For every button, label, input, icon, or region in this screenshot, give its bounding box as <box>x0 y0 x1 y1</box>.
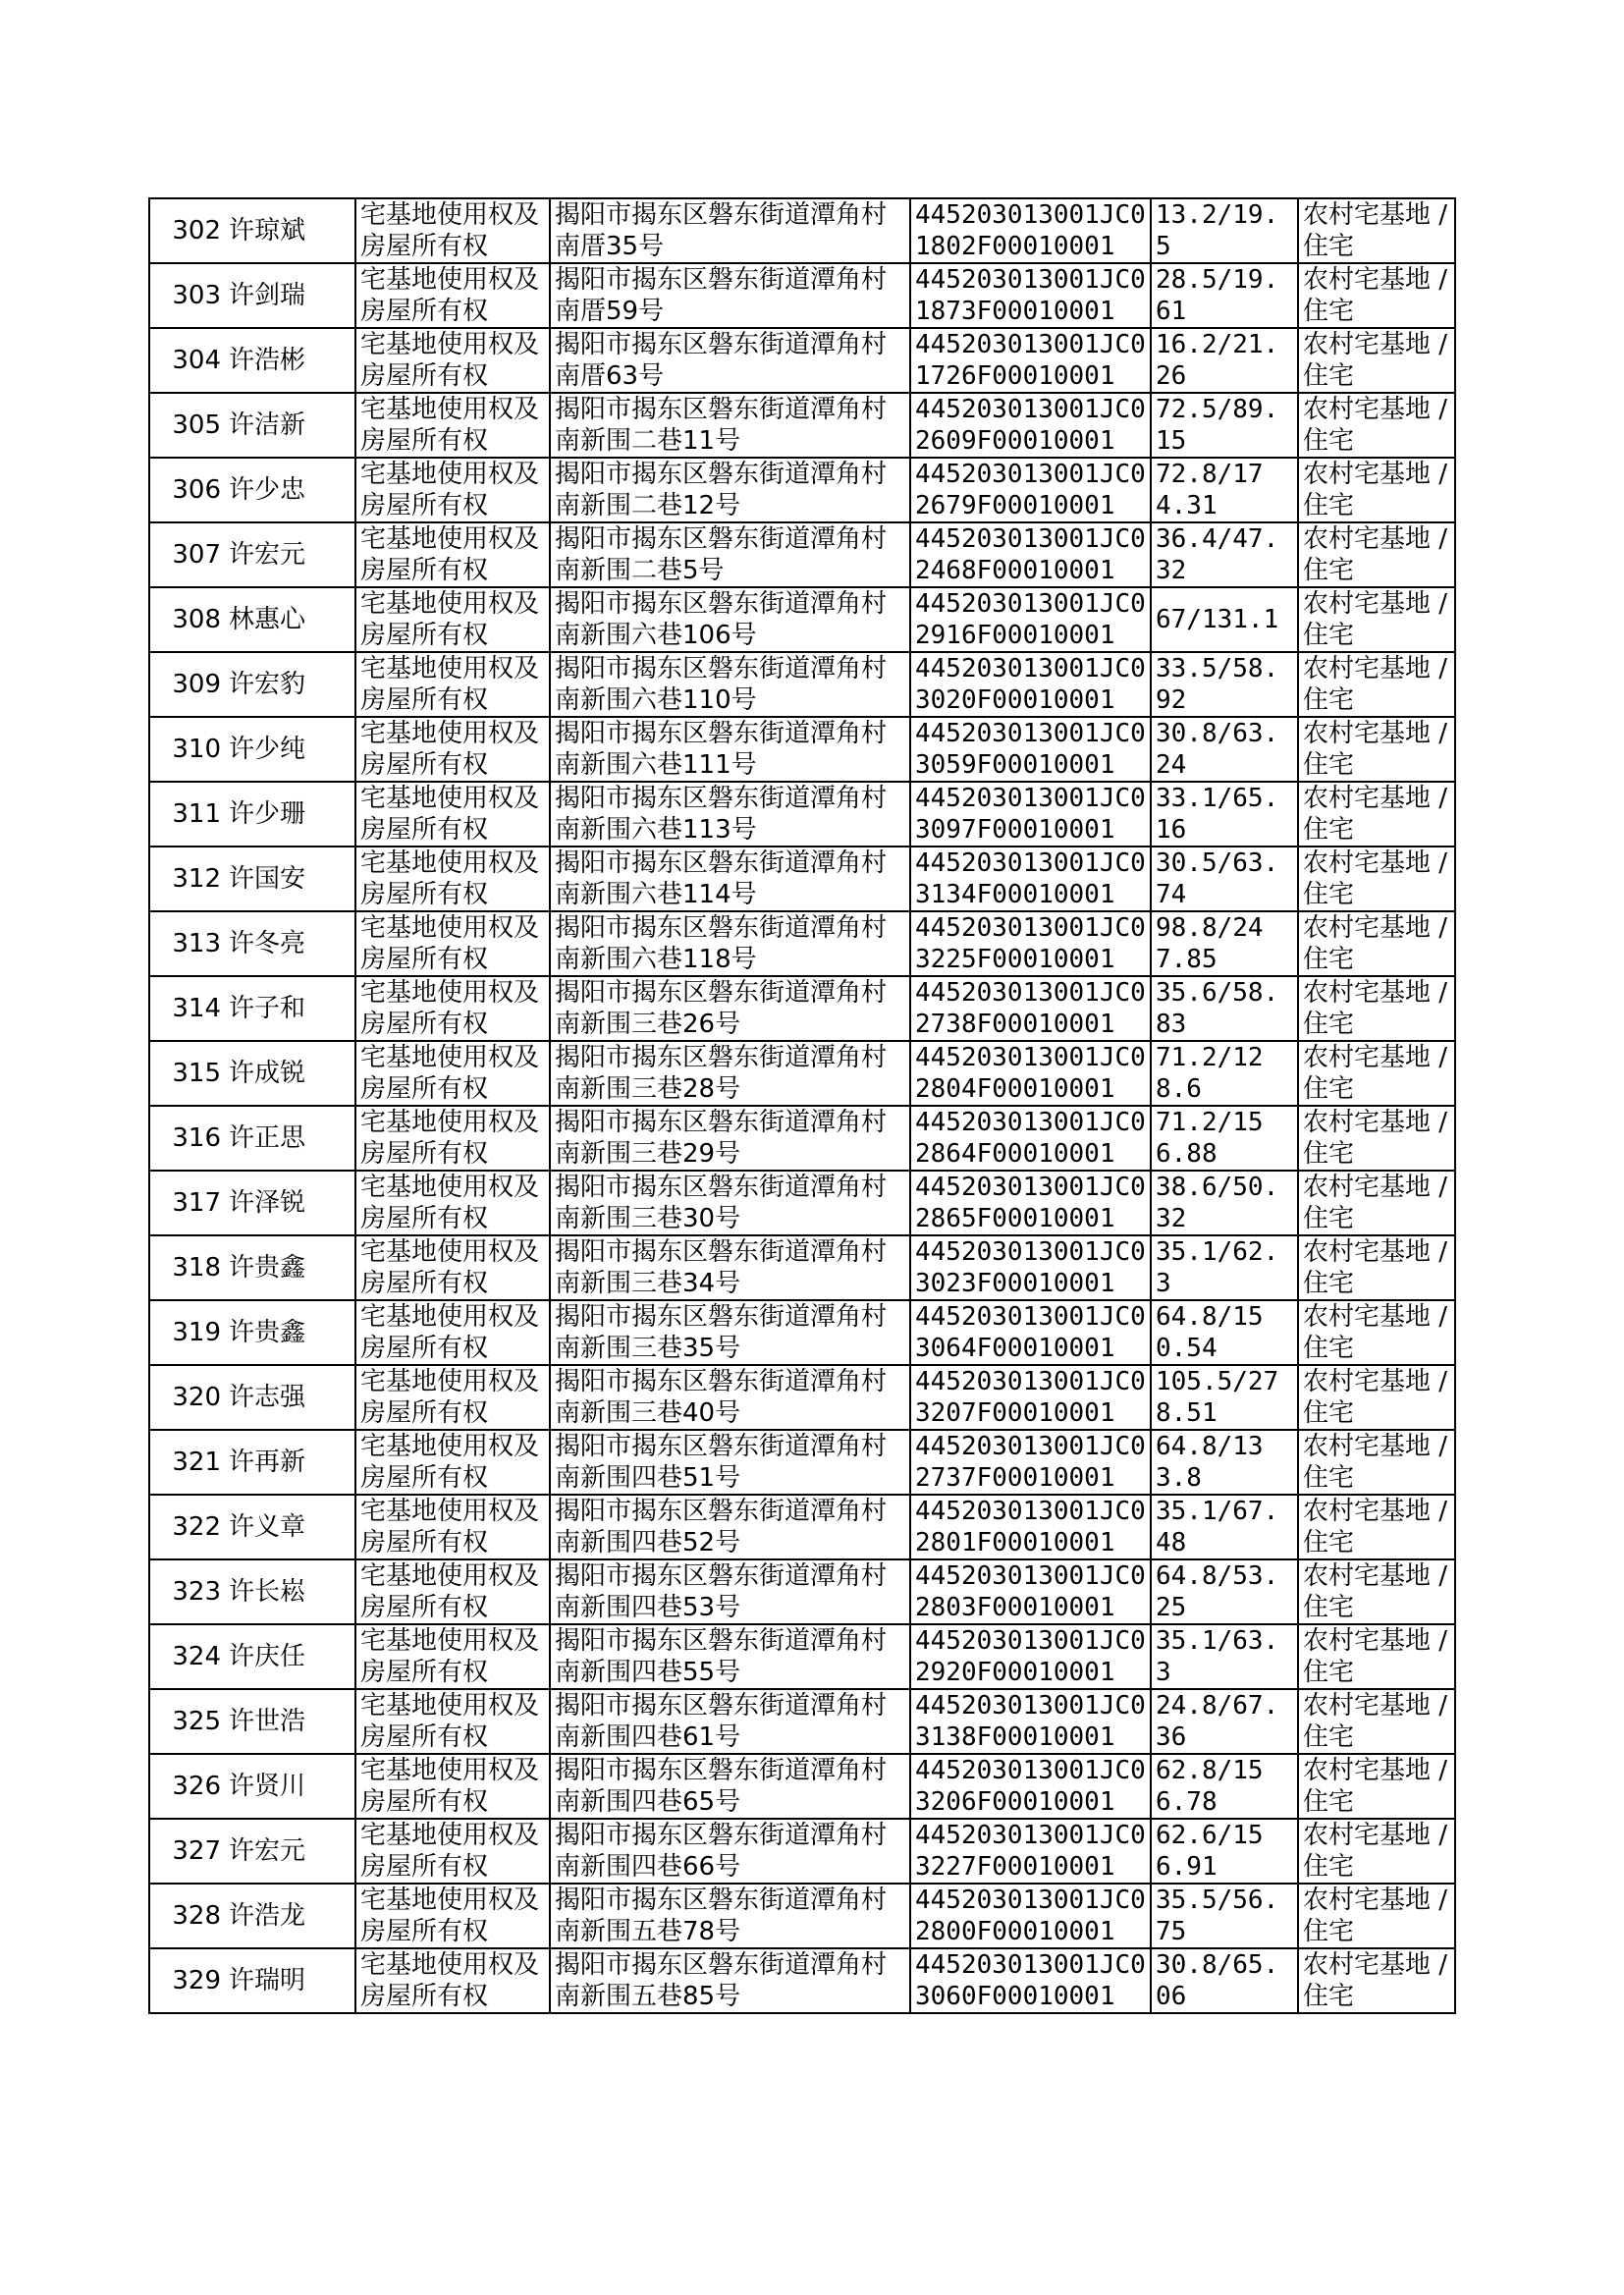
right-type-cell: 宅基地使用权及房屋所有权 <box>355 1365 550 1430</box>
owner-name-cell: 许浩龙 <box>225 1884 355 1948</box>
location-cell: 揭阳市揭东区磐东街道潭角村南新围六巷111号 <box>550 717 910 782</box>
location-cell: 揭阳市揭东区磐东街道潭角村南新围四巷53号 <box>550 1559 910 1624</box>
table-row <box>149 458 1455 522</box>
usage-cell: 农村宅基地 / 住宅 <box>1298 328 1455 393</box>
row-number-cell: 306 <box>149 458 225 522</box>
table-row <box>149 782 1455 847</box>
unit-code-cell: 445203013001JC03207F00010001 <box>910 1365 1151 1430</box>
owner-name-cell: 许剑瑞 <box>225 263 355 328</box>
row-number-cell: 327 <box>149 1819 225 1884</box>
table-row <box>149 1624 1455 1689</box>
right-type-cell: 宅基地使用权及房屋所有权 <box>355 652 550 717</box>
unit-code-cell: 445203013001JC03064F00010001 <box>910 1300 1151 1365</box>
right-type-cell: 宅基地使用权及房屋所有权 <box>355 1430 550 1495</box>
area-cell: 72.8/174.31 <box>1151 458 1298 522</box>
usage-cell: 农村宅基地 / 住宅 <box>1298 652 1455 717</box>
table-row <box>149 717 1455 782</box>
owner-name-cell: 许洁新 <box>225 393 355 458</box>
unit-code-cell: 445203013001JC03225F00010001 <box>910 911 1151 976</box>
table-row <box>149 198 1455 263</box>
usage-cell: 农村宅基地 / 住宅 <box>1298 1041 1455 1106</box>
usage-cell: 农村宅基地 / 住宅 <box>1298 717 1455 782</box>
owner-name-cell: 许贵鑫 <box>225 1235 355 1300</box>
table-row <box>149 328 1455 393</box>
owner-name-cell: 许世浩 <box>225 1689 355 1754</box>
usage-cell: 农村宅基地 / 住宅 <box>1298 1819 1455 1884</box>
table-row <box>149 1495 1455 1559</box>
row-number-cell: 326 <box>149 1754 225 1819</box>
area-cell: 30.8/63.24 <box>1151 717 1298 782</box>
location-cell: 揭阳市揭东区磐东街道潭角村南新围四巷52号 <box>550 1495 910 1559</box>
unit-code-cell: 445203013001JC02865F00010001 <box>910 1171 1151 1235</box>
unit-code-cell: 445203013001JC03206F00010001 <box>910 1754 1151 1819</box>
area-cell: 36.4/47.32 <box>1151 522 1298 587</box>
unit-code-cell: 445203013001JC03134F00010001 <box>910 847 1151 911</box>
unit-code-cell: 445203013001JC02679F00010001 <box>910 458 1151 522</box>
table-row <box>149 1430 1455 1495</box>
owner-name-cell: 许泽锐 <box>225 1171 355 1235</box>
table-row <box>149 1300 1455 1365</box>
row-number-cell: 323 <box>149 1559 225 1624</box>
usage-cell: 农村宅基地 / 住宅 <box>1298 1948 1455 2013</box>
row-number-cell: 322 <box>149 1495 225 1559</box>
location-cell: 揭阳市揭东区磐东街道潭角村南新围二巷12号 <box>550 458 910 522</box>
area-cell: 105.5/278.51 <box>1151 1365 1298 1430</box>
unit-code-cell: 445203013001JC03097F00010001 <box>910 782 1151 847</box>
right-type-cell: 宅基地使用权及房屋所有权 <box>355 1689 550 1754</box>
area-cell: 35.5/56.75 <box>1151 1884 1298 1948</box>
usage-cell: 农村宅基地 / 住宅 <box>1298 1365 1455 1430</box>
unit-code-cell: 445203013001JC03059F00010001 <box>910 717 1151 782</box>
unit-code-cell: 445203013001JC03060F00010001 <box>910 1948 1151 2013</box>
right-type-cell: 宅基地使用权及房屋所有权 <box>355 847 550 911</box>
table-row <box>149 1365 1455 1430</box>
area-cell: 13.2/19.5 <box>1151 198 1298 263</box>
usage-cell: 农村宅基地 / 住宅 <box>1298 1754 1455 1819</box>
owner-name-cell: 许宏元 <box>225 1819 355 1884</box>
unit-code-cell: 445203013001JC03227F00010001 <box>910 1819 1151 1884</box>
unit-code-cell: 445203013001JC02737F00010001 <box>910 1430 1151 1495</box>
area-cell: 35.1/62.3 <box>1151 1235 1298 1300</box>
unit-code-cell: 445203013001JC02800F00010001 <box>910 1884 1151 1948</box>
owner-name-cell: 许浩彬 <box>225 328 355 393</box>
right-type-cell: 宅基地使用权及房屋所有权 <box>355 976 550 1041</box>
right-type-cell: 宅基地使用权及房屋所有权 <box>355 911 550 976</box>
area-cell: 35.1/67.48 <box>1151 1495 1298 1559</box>
usage-cell: 农村宅基地 / 住宅 <box>1298 976 1455 1041</box>
owner-name-cell: 许宏元 <box>225 522 355 587</box>
location-cell: 揭阳市揭东区磐东街道潭角村南新围六巷118号 <box>550 911 910 976</box>
right-type-cell: 宅基地使用权及房屋所有权 <box>355 393 550 458</box>
unit-code-cell: 445203013001JC03020F00010001 <box>910 652 1151 717</box>
unit-code-cell: 445203013001JC01726F00010001 <box>910 328 1151 393</box>
location-cell: 揭阳市揭东区磐东街道潭角村南新围六巷106号 <box>550 587 910 652</box>
table-row <box>149 1819 1455 1884</box>
location-cell: 揭阳市揭东区磐东街道潭角村南新围二巷11号 <box>550 393 910 458</box>
row-number-cell: 328 <box>149 1884 225 1948</box>
owner-name-cell: 许宏豹 <box>225 652 355 717</box>
area-cell: 16.2/21.26 <box>1151 328 1298 393</box>
owner-name-cell: 许贤川 <box>225 1754 355 1819</box>
right-type-cell: 宅基地使用权及房屋所有权 <box>355 1300 550 1365</box>
area-cell: 64.8/150.54 <box>1151 1300 1298 1365</box>
area-cell: 28.5/19.61 <box>1151 263 1298 328</box>
area-cell: 30.8/65.06 <box>1151 1948 1298 2013</box>
row-number-cell: 318 <box>149 1235 225 1300</box>
row-number-cell: 309 <box>149 652 225 717</box>
unit-code-cell: 445203013001JC01802F00010001 <box>910 198 1151 263</box>
right-type-cell: 宅基地使用权及房屋所有权 <box>355 522 550 587</box>
right-type-cell: 宅基地使用权及房屋所有权 <box>355 458 550 522</box>
usage-cell: 农村宅基地 / 住宅 <box>1298 1300 1455 1365</box>
right-type-cell: 宅基地使用权及房屋所有权 <box>355 1948 550 2013</box>
table-row <box>149 1235 1455 1300</box>
table-row <box>149 1106 1455 1171</box>
owner-name-cell: 许少忠 <box>225 458 355 522</box>
right-type-cell: 宅基地使用权及房屋所有权 <box>355 328 550 393</box>
location-cell: 揭阳市揭东区磐东街道潭角村南新围四巷66号 <box>550 1819 910 1884</box>
unit-code-cell: 445203013001JC02468F00010001 <box>910 522 1151 587</box>
row-number-cell: 303 <box>149 263 225 328</box>
unit-code-cell: 445203013001JC02803F00010001 <box>910 1559 1151 1624</box>
row-number-cell: 312 <box>149 847 225 911</box>
right-type-cell: 宅基地使用权及房屋所有权 <box>355 1884 550 1948</box>
row-number-cell: 302 <box>149 198 225 263</box>
owner-name-cell: 许子和 <box>225 976 355 1041</box>
table-row <box>149 652 1455 717</box>
row-number-cell: 320 <box>149 1365 225 1430</box>
row-number-cell: 316 <box>149 1106 225 1171</box>
area-cell: 30.5/63.74 <box>1151 847 1298 911</box>
location-cell: 揭阳市揭东区磐东街道潭角村南新围六巷114号 <box>550 847 910 911</box>
row-number-cell: 304 <box>149 328 225 393</box>
location-cell: 揭阳市揭东区磐东街道潭角村南新围二巷5号 <box>550 522 910 587</box>
right-type-cell: 宅基地使用权及房屋所有权 <box>355 1171 550 1235</box>
usage-cell: 农村宅基地 / 住宅 <box>1298 393 1455 458</box>
location-cell: 揭阳市揭东区磐东街道潭角村南新围四巷65号 <box>550 1754 910 1819</box>
table-row <box>149 976 1455 1041</box>
unit-code-cell: 445203013001JC02801F00010001 <box>910 1495 1151 1559</box>
usage-cell: 农村宅基地 / 住宅 <box>1298 1624 1455 1689</box>
owner-name-cell: 许志强 <box>225 1365 355 1430</box>
unit-code-cell: 445203013001JC02920F00010001 <box>910 1624 1151 1689</box>
area-cell: 62.8/156.78 <box>1151 1754 1298 1819</box>
usage-cell: 农村宅基地 / 住宅 <box>1298 782 1455 847</box>
unit-code-cell: 445203013001JC03023F00010001 <box>910 1235 1151 1300</box>
area-cell: 33.1/65.16 <box>1151 782 1298 847</box>
location-cell: 揭阳市揭东区磐东街道潭角村南厝59号 <box>550 263 910 328</box>
table-row <box>149 1559 1455 1624</box>
location-cell: 揭阳市揭东区磐东街道潭角村南新围五巷85号 <box>550 1948 910 2013</box>
table-row <box>149 1689 1455 1754</box>
table-row <box>149 1948 1455 2013</box>
owner-name-cell: 许瑞明 <box>225 1948 355 2013</box>
owner-name-cell: 许琼斌 <box>225 198 355 263</box>
location-cell: 揭阳市揭东区磐东街道潭角村南新围四巷51号 <box>550 1430 910 1495</box>
right-type-cell: 宅基地使用权及房屋所有权 <box>355 717 550 782</box>
row-number-cell: 314 <box>149 976 225 1041</box>
area-cell: 38.6/50.32 <box>1151 1171 1298 1235</box>
usage-cell: 农村宅基地 / 住宅 <box>1298 198 1455 263</box>
table-row <box>149 263 1455 328</box>
location-cell: 揭阳市揭东区磐东街道潭角村南新围四巷61号 <box>550 1689 910 1754</box>
location-cell: 揭阳市揭东区磐东街道潭角村南新围五巷78号 <box>550 1884 910 1948</box>
right-type-cell: 宅基地使用权及房屋所有权 <box>355 1041 550 1106</box>
area-cell: 71.2/128.6 <box>1151 1041 1298 1106</box>
owner-name-cell: 许冬亮 <box>225 911 355 976</box>
usage-cell: 农村宅基地 / 住宅 <box>1298 1430 1455 1495</box>
registry-table <box>148 197 1456 2014</box>
right-type-cell: 宅基地使用权及房屋所有权 <box>355 1495 550 1559</box>
table-row <box>149 1171 1455 1235</box>
right-type-cell: 宅基地使用权及房屋所有权 <box>355 1819 550 1884</box>
usage-cell: 农村宅基地 / 住宅 <box>1298 1106 1455 1171</box>
unit-code-cell: 445203013001JC02804F00010001 <box>910 1041 1151 1106</box>
table-row <box>149 1754 1455 1819</box>
area-cell: 72.5/89.15 <box>1151 393 1298 458</box>
area-cell: 35.6/58.83 <box>1151 976 1298 1041</box>
owner-name-cell: 许少纯 <box>225 717 355 782</box>
unit-code-cell: 445203013001JC02864F00010001 <box>910 1106 1151 1171</box>
owner-name-cell: 许义章 <box>225 1495 355 1559</box>
usage-cell: 农村宅基地 / 住宅 <box>1298 1884 1455 1948</box>
table-row <box>149 1041 1455 1106</box>
owner-name-cell: 许正思 <box>225 1106 355 1171</box>
row-number-cell: 317 <box>149 1171 225 1235</box>
location-cell: 揭阳市揭东区磐东街道潭角村南新围三巷30号 <box>550 1171 910 1235</box>
owner-name-cell: 许再新 <box>225 1430 355 1495</box>
owner-name-cell: 许少珊 <box>225 782 355 847</box>
usage-cell: 农村宅基地 / 住宅 <box>1298 1171 1455 1235</box>
usage-cell: 农村宅基地 / 住宅 <box>1298 263 1455 328</box>
usage-cell: 农村宅基地 / 住宅 <box>1298 1235 1455 1300</box>
table-row <box>149 911 1455 976</box>
right-type-cell: 宅基地使用权及房屋所有权 <box>355 1559 550 1624</box>
usage-cell: 农村宅基地 / 住宅 <box>1298 1689 1455 1754</box>
location-cell: 揭阳市揭东区磐东街道潭角村南新围四巷55号 <box>550 1624 910 1689</box>
table-row <box>149 522 1455 587</box>
usage-cell: 农村宅基地 / 住宅 <box>1298 1559 1455 1624</box>
location-cell: 揭阳市揭东区磐东街道潭角村南新围三巷35号 <box>550 1300 910 1365</box>
right-type-cell: 宅基地使用权及房屋所有权 <box>355 1624 550 1689</box>
unit-code-cell: 445203013001JC03138F00010001 <box>910 1689 1151 1754</box>
area-cell: 64.8/133.8 <box>1151 1430 1298 1495</box>
unit-code-cell: 445203013001JC01873F00010001 <box>910 263 1151 328</box>
right-type-cell: 宅基地使用权及房屋所有权 <box>355 198 550 263</box>
row-number-cell: 313 <box>149 911 225 976</box>
unit-code-cell: 445203013001JC02738F00010001 <box>910 976 1151 1041</box>
location-cell: 揭阳市揭东区磐东街道潭角村南厝63号 <box>550 328 910 393</box>
location-cell: 揭阳市揭东区磐东街道潭角村南厝35号 <box>550 198 910 263</box>
location-cell: 揭阳市揭东区磐东街道潭角村南新围三巷28号 <box>550 1041 910 1106</box>
location-cell: 揭阳市揭东区磐东街道潭角村南新围三巷40号 <box>550 1365 910 1430</box>
row-number-cell: 307 <box>149 522 225 587</box>
location-cell: 揭阳市揭东区磐东街道潭角村南新围六巷113号 <box>550 782 910 847</box>
row-number-cell: 324 <box>149 1624 225 1689</box>
row-number-cell: 319 <box>149 1300 225 1365</box>
area-cell: 98.8/247.85 <box>1151 911 1298 976</box>
row-number-cell: 311 <box>149 782 225 847</box>
row-number-cell: 305 <box>149 393 225 458</box>
area-cell: 67/131.1 <box>1151 587 1298 652</box>
owner-name-cell: 许贵鑫 <box>225 1300 355 1365</box>
location-cell: 揭阳市揭东区磐东街道潭角村南新围三巷26号 <box>550 976 910 1041</box>
row-number-cell: 325 <box>149 1689 225 1754</box>
row-number-cell: 310 <box>149 717 225 782</box>
area-cell: 35.1/63.3 <box>1151 1624 1298 1689</box>
row-number-cell: 321 <box>149 1430 225 1495</box>
owner-name-cell: 许庆任 <box>225 1624 355 1689</box>
usage-cell: 农村宅基地 / 住宅 <box>1298 911 1455 976</box>
right-type-cell: 宅基地使用权及房屋所有权 <box>355 782 550 847</box>
right-type-cell: 宅基地使用权及房屋所有权 <box>355 587 550 652</box>
usage-cell: 农村宅基地 / 住宅 <box>1298 1495 1455 1559</box>
owner-name-cell: 许长崧 <box>225 1559 355 1624</box>
right-type-cell: 宅基地使用权及房屋所有权 <box>355 1754 550 1819</box>
owner-name-cell: 许成锐 <box>225 1041 355 1106</box>
usage-cell: 农村宅基地 / 住宅 <box>1298 847 1455 911</box>
owner-name-cell: 许国安 <box>225 847 355 911</box>
location-cell: 揭阳市揭东区磐东街道潭角村南新围三巷29号 <box>550 1106 910 1171</box>
area-cell: 62.6/156.91 <box>1151 1819 1298 1884</box>
row-number-cell: 329 <box>149 1948 225 2013</box>
right-type-cell: 宅基地使用权及房屋所有权 <box>355 1235 550 1300</box>
owner-name-cell: 林惠心 <box>225 587 355 652</box>
row-number-cell: 308 <box>149 587 225 652</box>
location-cell: 揭阳市揭东区磐东街道潭角村南新围六巷110号 <box>550 652 910 717</box>
unit-code-cell: 445203013001JC02609F00010001 <box>910 393 1151 458</box>
registry-table-body <box>149 198 1455 2013</box>
unit-code-cell: 445203013001JC02916F00010001 <box>910 587 1151 652</box>
usage-cell: 农村宅基地 / 住宅 <box>1298 522 1455 587</box>
table-row <box>149 587 1455 652</box>
location-cell: 揭阳市揭东区磐东街道潭角村南新围三巷34号 <box>550 1235 910 1300</box>
area-cell: 71.2/156.88 <box>1151 1106 1298 1171</box>
right-type-cell: 宅基地使用权及房屋所有权 <box>355 263 550 328</box>
row-number-cell: 315 <box>149 1041 225 1106</box>
area-cell: 33.5/58.92 <box>1151 652 1298 717</box>
area-cell: 24.8/67.36 <box>1151 1689 1298 1754</box>
usage-cell: 农村宅基地 / 住宅 <box>1298 458 1455 522</box>
right-type-cell: 宅基地使用权及房屋所有权 <box>355 1106 550 1171</box>
table-row <box>149 1884 1455 1948</box>
table-row <box>149 847 1455 911</box>
table-row <box>149 393 1455 458</box>
usage-cell: 农村宅基地 / 住宅 <box>1298 587 1455 652</box>
area-cell: 64.8/53.25 <box>1151 1559 1298 1624</box>
